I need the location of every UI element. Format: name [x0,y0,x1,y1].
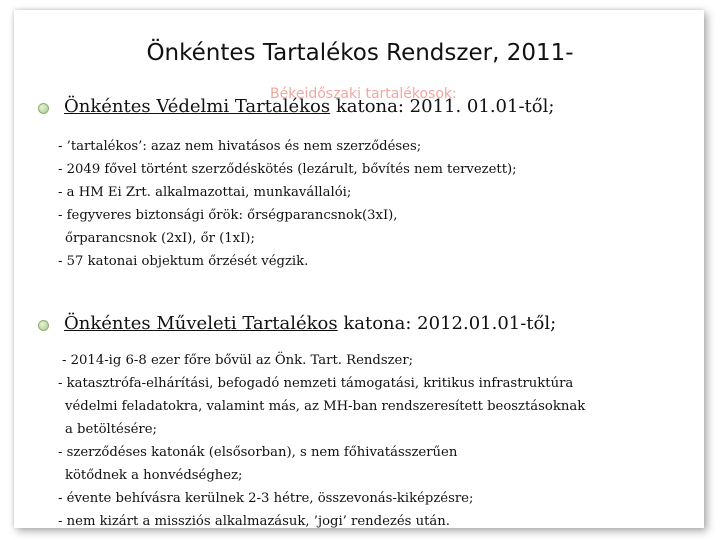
section2-line: - 2014-ig 6-8 ezer főre bővül az Önk. Tart. Rendszer; [62,353,414,368]
bullet-icon [38,320,49,331]
section1-line: - 57 katonai objektum őrzését végzik. [58,254,309,269]
section1-line: - 2049 fővel történt szerződéskötés (lezárult, bővítés nem tervezett); [58,162,517,177]
section2-line: védelmi feladatokra, valamint más, az MH-ban rendszeresített beosztásoknak [65,399,586,414]
section1-heading-term: Önkéntes Védelmi Tartalékos [64,96,331,117]
section2-heading-term: Önkéntes Műveleti Tartalékos [64,313,338,334]
section1-heading [64,96,554,117]
section2-lines [58,349,585,533]
section1-lines [58,135,517,273]
section2-line: a betöltésére; [65,422,157,437]
section1-line: - ’tartalékos’: azaz nem hivatásos és nem szerződéses; [58,139,422,154]
section1-line: - fegyveres biztonsági őrök: őrségparancsnok(3xI), [58,208,398,223]
section2-line: - nem kizárt a missziós alkalmazásuk, ’jogi’ rendezés után. [58,514,450,529]
section2-line: - katasztrófa-elhárítási, befogadó nemzeti támogatási, kritikus infrastruktúra [58,376,574,391]
slide-title: Önkéntes Tartalékos Rendszer, 2011- [146,40,574,66]
section1-line: - a HM Ei Zrt. alkalmazottai, munkavállalói; [58,185,352,200]
section1-line: őrparancsnok (2xI), őr (1xI); [65,231,255,246]
ghost-overlay-text: Békeidőszaki tartalékosok: [270,86,457,102]
section2-line: kötődnek a honvédséghez; [65,468,243,483]
section2-line: - évente behívásra kerülnek 2-3 hétre, összevonás-kiképzésre; [58,491,474,506]
section2-line: - szerződéses katonák (elsősorban), s nem főhivatásszerűen [58,445,458,460]
section1-heading-rest: katona: 2011. 01.01-től; [330,96,555,117]
section2-heading-rest: katona: 2012.01.01-től; [337,313,557,334]
bullet-icon [38,103,49,114]
section2-heading [64,313,556,334]
